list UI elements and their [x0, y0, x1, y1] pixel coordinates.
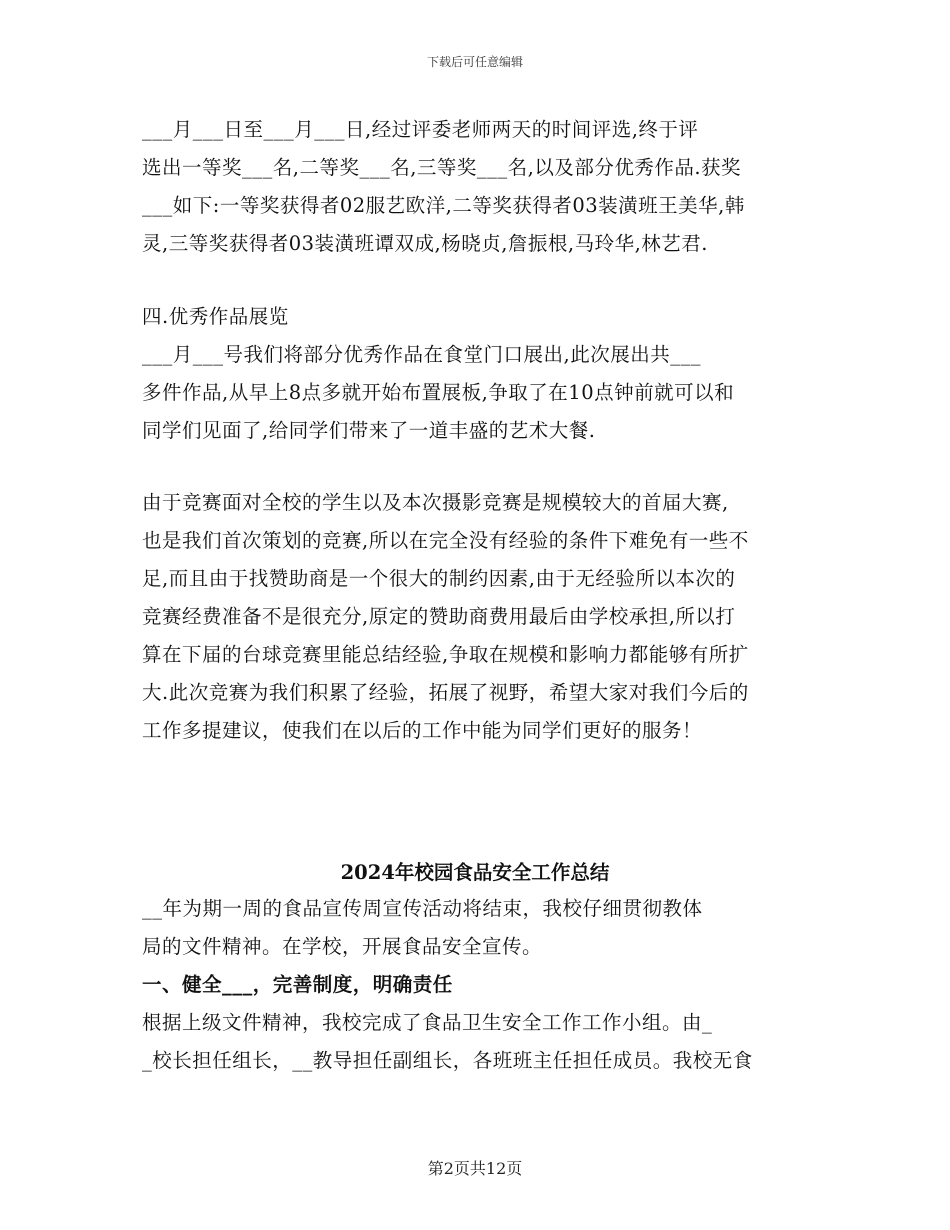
page-header: 下载后可任意编辑 [426, 55, 523, 69]
section-heading: 四.优秀作品展览 [142, 305, 289, 328]
body-line: 由于竞赛面对全校的学生以及本次摄影竞赛是规模较大的首届大赛, [142, 491, 729, 514]
body-line: 根据上级文件精神，我校完成了食品卫生安全工作工作小组。由_ [142, 1011, 713, 1034]
page-footer: 第2页共12页 [427, 1159, 523, 1178]
body-line: ___如下:一等奖获得者02服艺欧洋,二等奖获得者03装潢班王美华,韩 [142, 194, 745, 217]
body-line: 工作多提建议，使我们在以后的工作中能为同学们更好的服务！ [142, 719, 703, 742]
body-line: 多件作品,从早上8点多就开始布置展板,争取了在10点钟前就可以和 [142, 381, 735, 404]
body-line: 也是我们首次策划的竞赛,所以在完全没有经验的条件下难免有一些不 [142, 529, 749, 552]
body-line: 灵,三等奖获得者03装潢班谭双成,杨晓贞,詹振根,马玲华,林艺君. [142, 232, 709, 255]
body-line: 同学们见面了,给同学们带来了一道丰盛的艺术大餐. [142, 419, 596, 442]
document-title: 2024年校园食品安全工作总结 [340, 861, 610, 884]
body-line: 大.此次竞赛为我们积累了经验，拓展了视野，希望大家对我们今后的 [142, 681, 749, 704]
body-line: ___月___号我们将部分优秀作品在食堂门口展出,此次展出共___ [142, 343, 701, 366]
body-line: 足,而且由于找赞助商是一个很大的制约因素,由于无经验所以本次的 [142, 567, 736, 590]
body-line: 选出一等奖___名,二等奖___名,三等奖___名,以及部分优秀作品.获奖 [142, 156, 742, 179]
section-heading: 一、健全___，完善制度，明确责任 [142, 973, 453, 996]
body-line: 局的文件精神。在学校，开展食品安全宣传。 [142, 935, 543, 958]
body-line: 算在下届的台球竞赛里能总结经验,争取在规模和影响力都能够有所扩 [142, 643, 749, 666]
body-line: 竞赛经费准备不是很充分,原定的赞助商费用最后由学校承担,所以打 [142, 605, 736, 628]
body-line: ___月___日至___月___日,经过评委老师两天的时间评选,终于评 [142, 118, 699, 141]
body-line: __年为期一周的食品宣传周宣传活动将结束，我校仔细贯彻教体 [142, 897, 703, 920]
body-line: _校长担任组长，__教导担任副组长，各班班主任担任成员。我校无食 [142, 1049, 753, 1072]
